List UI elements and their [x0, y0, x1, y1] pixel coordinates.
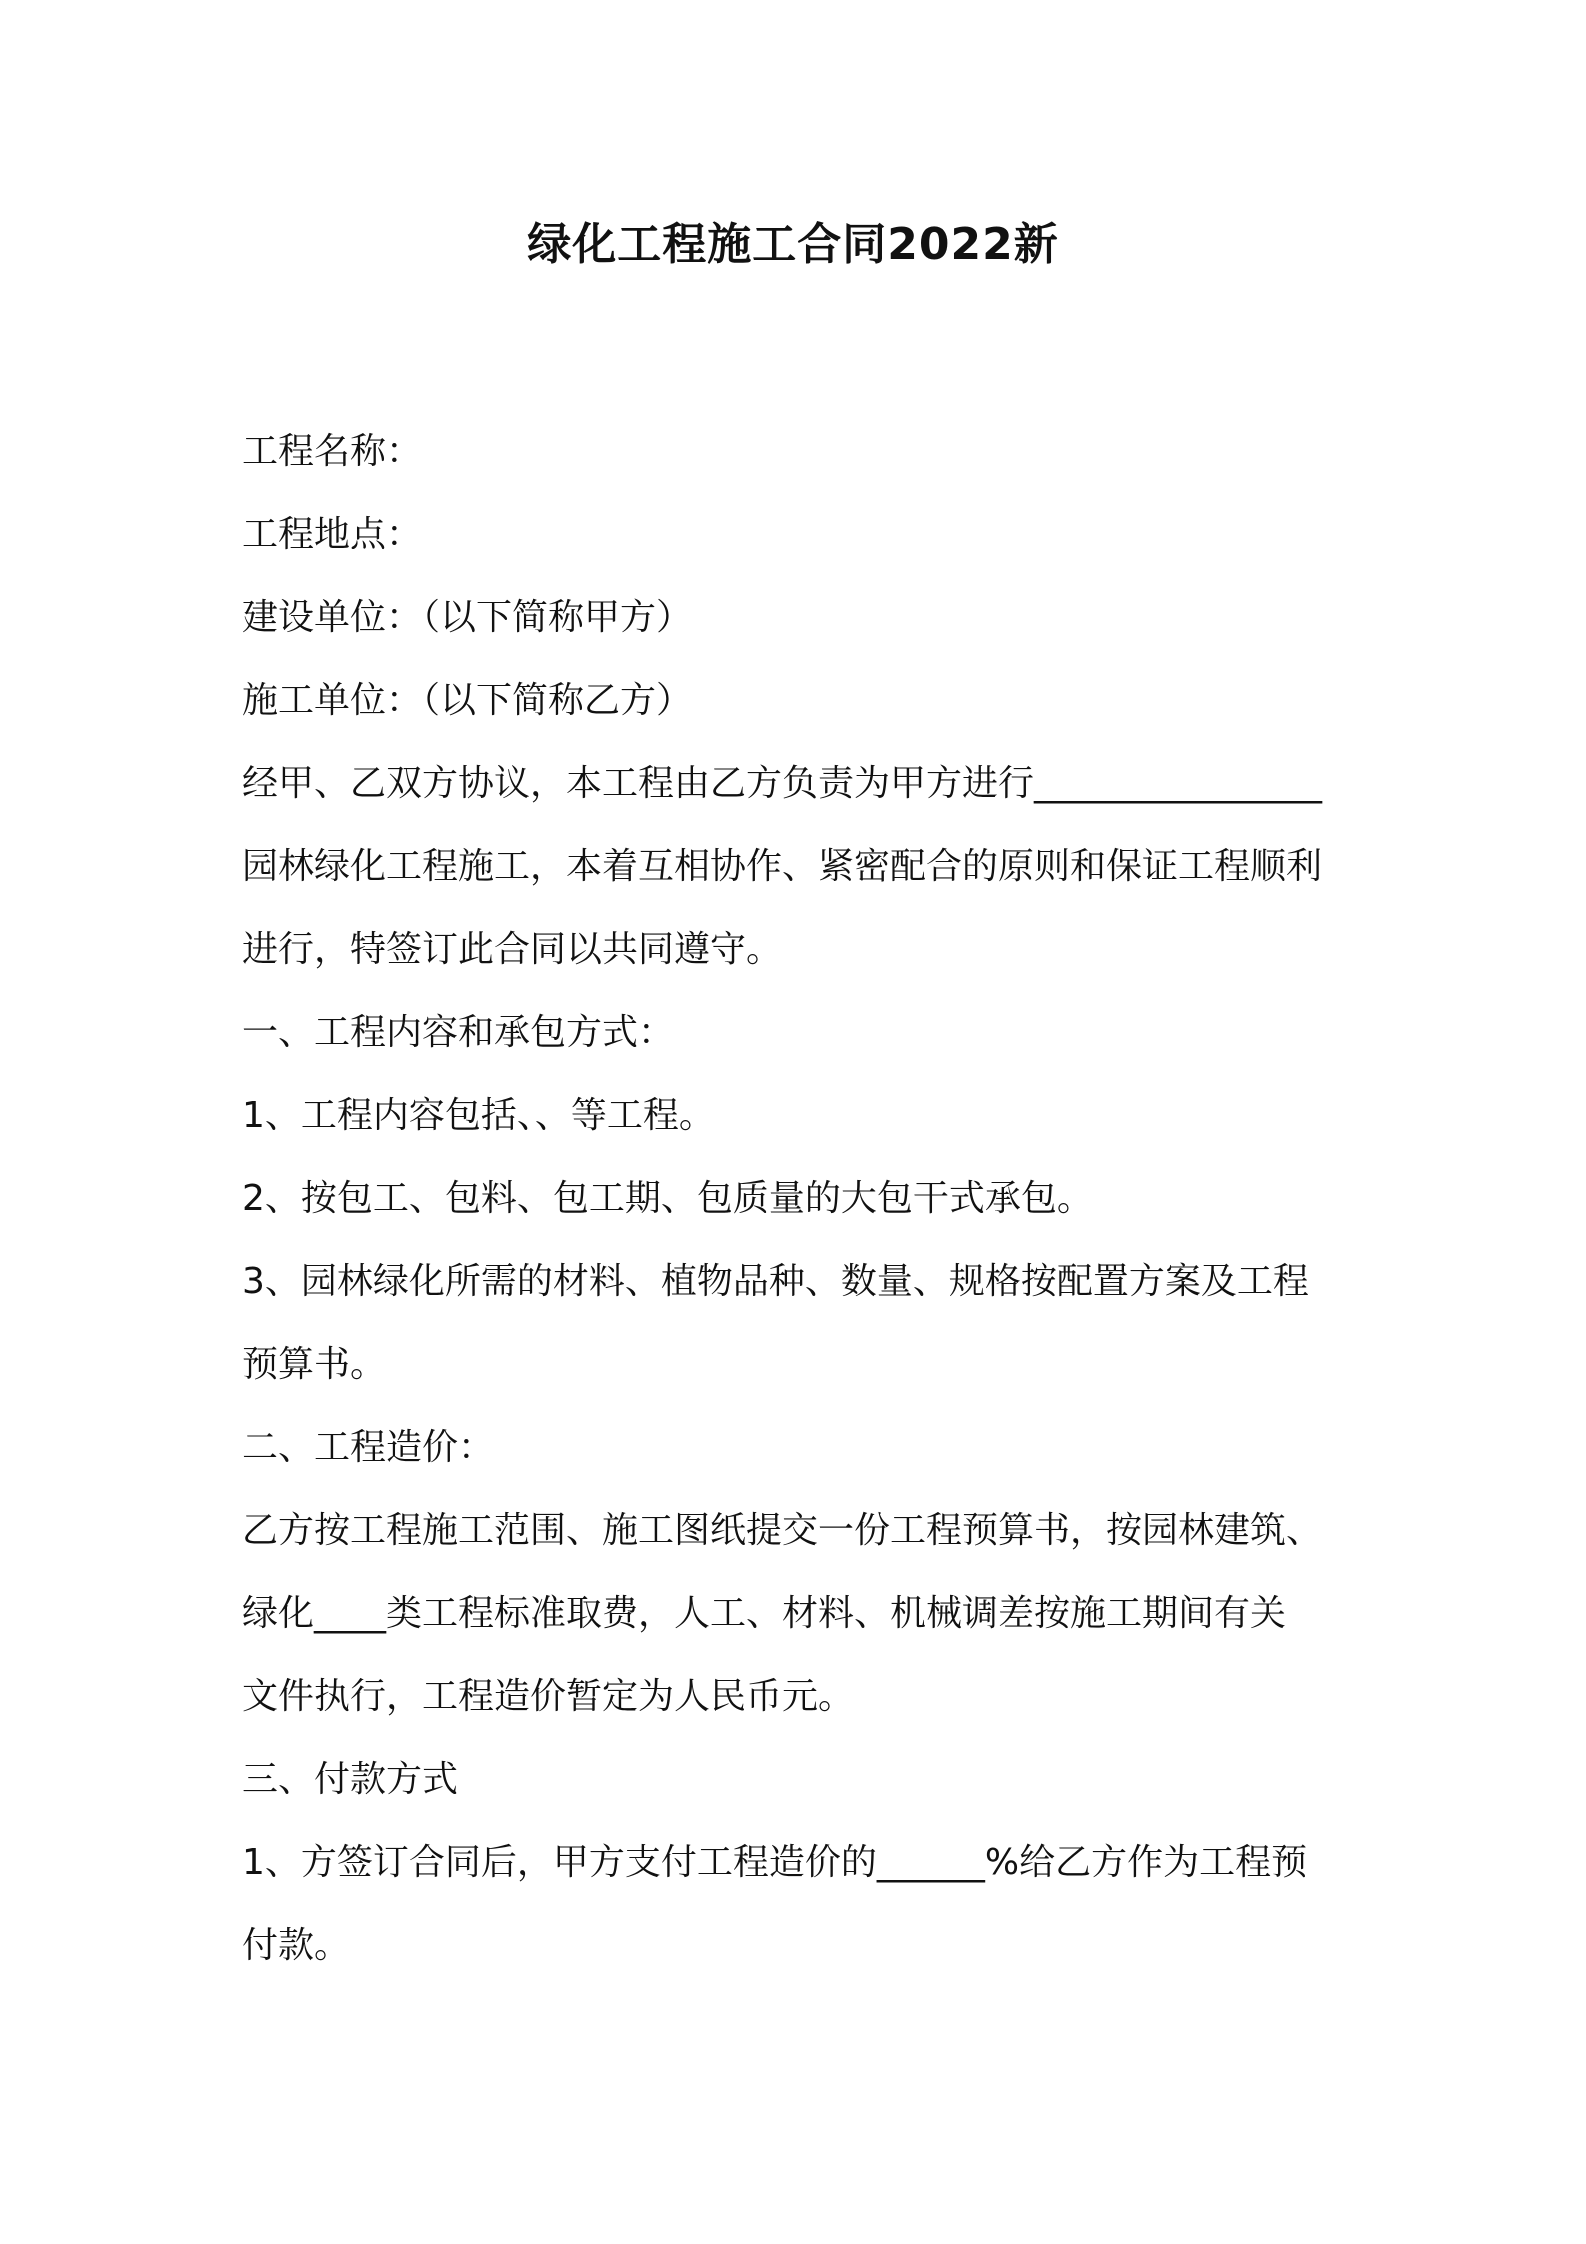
section-3-item-1-line-1: 1、方签订合同后，甲方支付工程造价的______%给乙方作为工程预: [242, 1842, 1308, 1883]
document-title: 绿化工程施工合同2022新: [527, 219, 1059, 270]
section-1-heading: 一、工程内容和承包方式：: [242, 1012, 675, 1053]
agreement-paragraph-line-3: 进行，特签订此合同以共同遵守。: [242, 929, 783, 970]
contractor-line: 施工单位：（以下简称乙方）: [242, 680, 693, 721]
client-line: 建设单位：（以下简称甲方）: [242, 597, 693, 638]
document-body: [242, 410, 1352, 1987]
project-location-line: 工程地点：: [242, 514, 423, 555]
section-2-paragraph-line-1: 乙方按工程施工范围、施工图纸提交一份工程预算书，按园林建筑、: [242, 1510, 1323, 1551]
section-2-heading: 二、工程造价：: [242, 1427, 495, 1468]
section-1-item-1: 1、工程内容包括、、等工程。: [242, 1095, 715, 1136]
section-3-heading: 三、付款方式: [242, 1759, 459, 1800]
section-2-paragraph-line-3: 文件执行，工程造价暂定为人民币元。: [242, 1676, 855, 1717]
section-1-item-3-line-1: 3、园林绿化所需的材料、植物品种、数量、规格按配置方案及工程: [242, 1261, 1309, 1302]
section-3-item-1-line-2: 付款。: [242, 1925, 351, 1966]
project-name-line: 工程名称：: [242, 431, 423, 472]
section-1-item-2: 2、按包工、包料、包工期、包质量的大包干式承包。: [242, 1178, 1093, 1219]
section-1-item-3-line-2: 预算书。: [242, 1344, 387, 1385]
agreement-paragraph-line-2: 园林绿化工程施工，本着互相协作、紧密配合的原则和保证工程顺利: [242, 846, 1323, 887]
agreement-paragraph-line-1: 经甲、乙双方协议，本工程由乙方负责为甲方进行________________: [242, 763, 1323, 804]
section-2-paragraph-line-2: 绿化____类工程标准取费，人工、材料、机械调差按施工期间有关: [242, 1593, 1287, 1634]
